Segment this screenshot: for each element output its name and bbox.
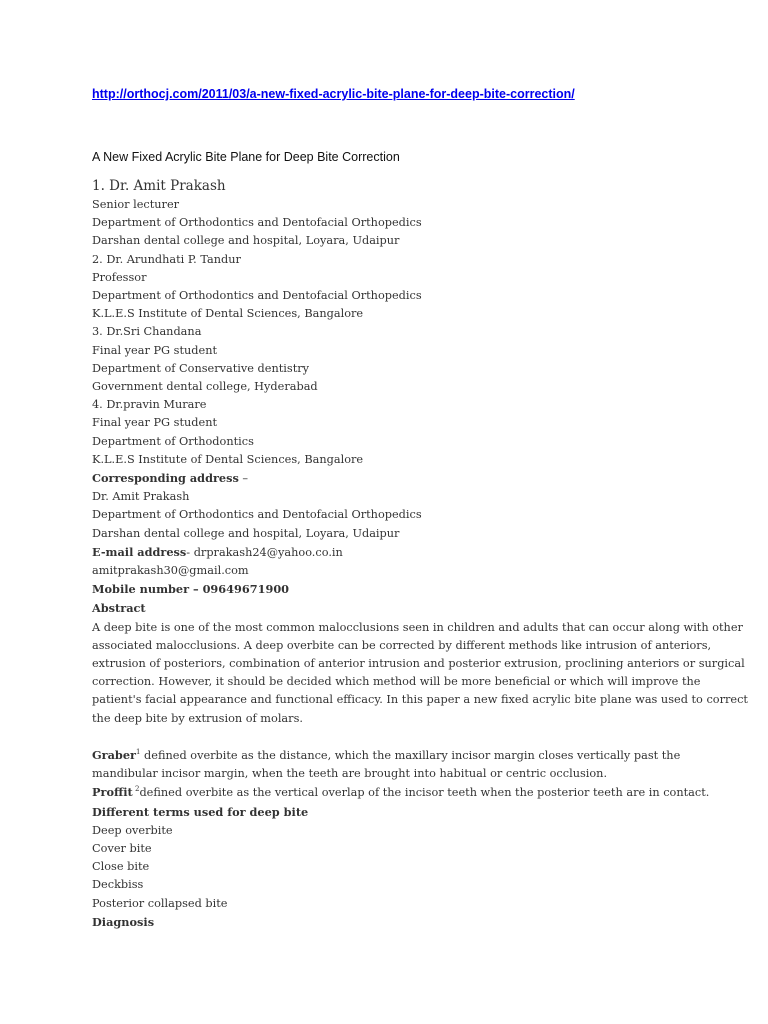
paragraph-gap xyxy=(92,728,682,746)
term-item: Deckbiss xyxy=(92,878,144,892)
document-body xyxy=(92,176,748,932)
terms-heading: Different terms used for deep bite xyxy=(92,804,309,819)
corresponding-line: Dr. Amit Prakash xyxy=(92,490,190,504)
abstract-line: extrusion of posteriors, combination of anterior intrusion and posterior extrusion, proclining anteriors or surgical xyxy=(92,657,745,671)
abstract-line: patient's facial appearance and functional efficacy. In this paper a new fixed acrylic bite plane was used to correct xyxy=(92,693,748,707)
graber-reference: 1 xyxy=(135,748,141,757)
abstract-body xyxy=(92,619,748,728)
author-line: Government dental college, Hyderabad xyxy=(92,380,318,394)
term-item: Posterior collapsed bite xyxy=(92,896,228,910)
term-item: Close bite xyxy=(92,860,150,874)
abstract-line: associated malocclusions. A deep overbite can be corrected by different methods like intrusion of anteriors, xyxy=(92,638,712,652)
author-line: Department of Orthodontics xyxy=(92,434,254,448)
corresponding-dash: – xyxy=(238,472,249,486)
corresponding-address xyxy=(92,469,682,488)
proffit-reference: 2 xyxy=(132,785,140,794)
author-line: Department of Orthodontics and Dentofacial Orthopedics xyxy=(92,216,422,230)
proffit-name: Proffit xyxy=(92,785,133,800)
abstract-heading: Abstract xyxy=(92,601,146,616)
author-line: Professor xyxy=(92,270,147,284)
author-line: K.L.E.S Institute of Dental Sciences, Bangalore xyxy=(92,452,364,466)
authors-list xyxy=(92,196,682,469)
email-address xyxy=(92,543,682,562)
author-line: Final year PG student xyxy=(92,343,218,357)
article-title: A New Fixed Acrylic Bite Plane for Deep Bite Correction xyxy=(92,150,400,164)
author-line: 2. Dr. Arundhati P. Tandur xyxy=(92,252,241,266)
terms-list xyxy=(92,822,682,913)
email-secondary: amitprakash30@gmail.com xyxy=(92,564,249,578)
abstract-line: correction. However, it should be decided which method will be more beneficial or which will improve the xyxy=(92,675,701,689)
mobile-number xyxy=(92,580,682,599)
source-url-link[interactable]: http://orthocj.com/2011/03/a-new-fixed-acrylic-bite-plane-for-deep-bite-correction/ xyxy=(92,87,575,101)
term-item: Cover bite xyxy=(92,841,152,855)
author-line: K.L.E.S Institute of Dental Sciences, Bangalore xyxy=(92,307,364,321)
author-line: Department of Conservative dentistry xyxy=(92,361,310,375)
corresponding-address-label: Corresponding address xyxy=(92,471,239,486)
graber-definition-cont: mandibular incisor margin, when the teeth are brought into habitual or centric occlusion. xyxy=(92,767,608,781)
corresponding-line: Department of Orthodontics and Dentofacial Orthopedics xyxy=(92,508,422,522)
author-line: Senior lecturer xyxy=(92,198,180,211)
abstract-line: the deep bite by extrusion of molars. xyxy=(92,711,303,725)
diagnosis-heading: Diagnosis xyxy=(92,914,155,929)
proffit-definition: Proffit $^2$defined overbite as the vertical overlap of the incisor teeth when the posterior teeth are in contact. xyxy=(92,785,710,800)
graber-name: Graber xyxy=(92,747,136,762)
email-label: E-mail address xyxy=(92,544,187,559)
term-item: Deep overbite xyxy=(92,823,173,837)
email-value: - drprakash24@yahoo.co.in xyxy=(186,545,343,559)
author-line: Darshan dental college and hospital, Loyara, Udaipur xyxy=(92,234,400,248)
abstract-line: A deep bite is one of the most common malocclusions seen in children and adults that can occur along with other xyxy=(92,620,743,634)
corresponding-line: Darshan dental college and hospital, Loyara, Udaipur xyxy=(92,526,400,540)
graber-definition: Graber$^1$ defined overbite as the distance, which the maxillary incisor margin closes vertically past the xyxy=(92,747,681,762)
author-1-heading: 1. Dr. Amit Prakash xyxy=(92,178,226,194)
author-line: Final year PG student xyxy=(92,416,218,430)
author-line: 3. Dr.Sri Chandana xyxy=(92,325,202,339)
author-line: Department of Orthodontics and Dentofacial Orthopedics xyxy=(92,289,422,303)
mobile-label: Mobile number – 09649671900 xyxy=(92,582,290,597)
author-line: 4. Dr.pravin Murare xyxy=(92,398,207,412)
